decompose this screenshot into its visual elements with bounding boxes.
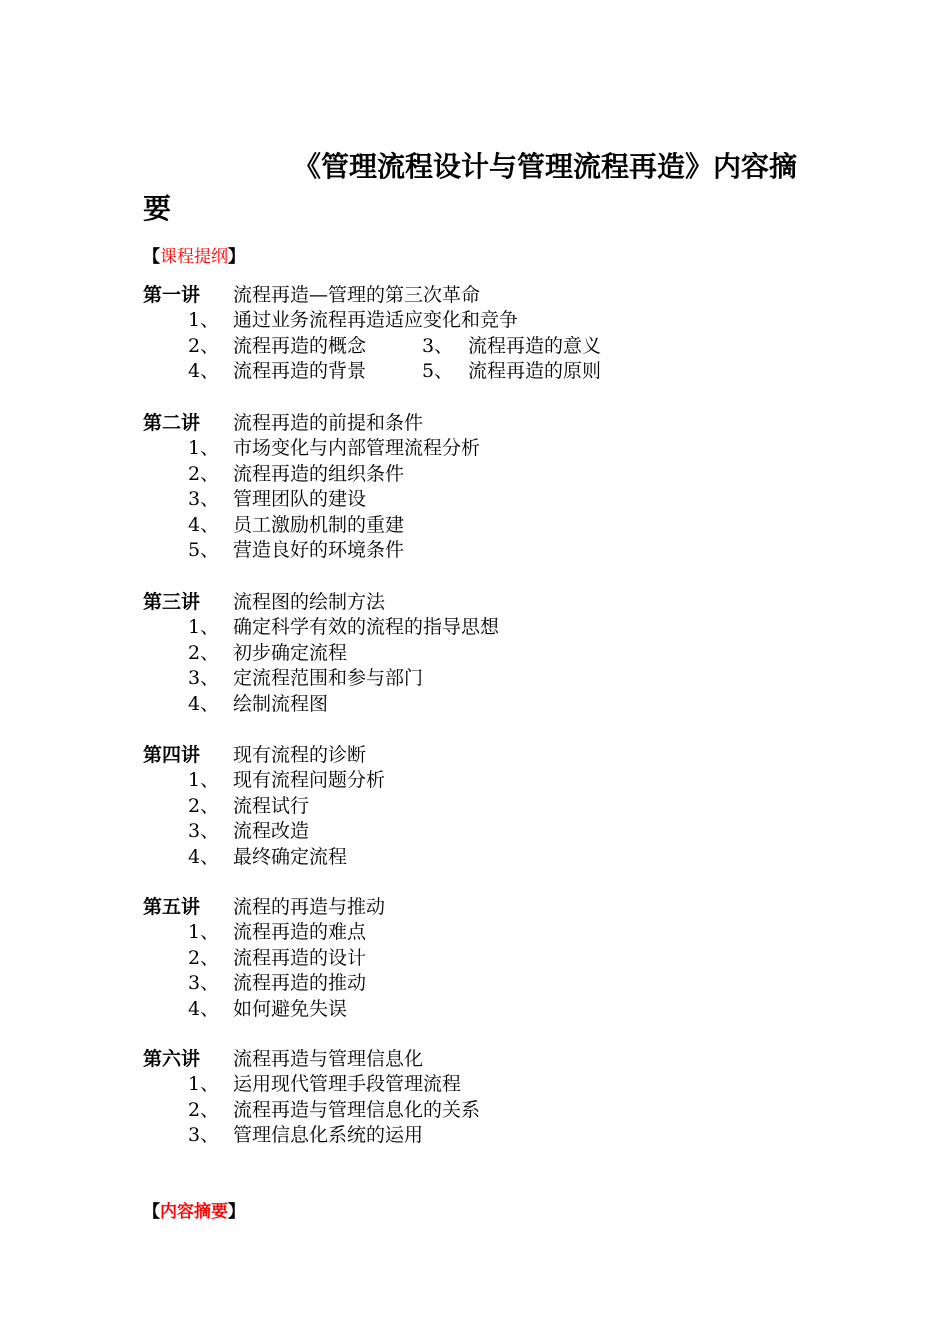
item-number: 4、 xyxy=(188,692,220,715)
lecture-item-row xyxy=(143,334,843,359)
lecture-section xyxy=(143,411,843,563)
lecture-section xyxy=(143,1047,843,1149)
content-summary-heading xyxy=(143,1200,245,1224)
lecture-item-row xyxy=(143,641,843,666)
lecture-heading xyxy=(143,283,843,308)
item-number: 3、 xyxy=(422,334,454,357)
item-text: 流程再造的背景 xyxy=(233,360,367,383)
lecture-item-row xyxy=(143,359,843,384)
item-number: 4、 xyxy=(188,513,220,536)
item-number: 3、 xyxy=(188,667,220,690)
lecture-item-row xyxy=(143,971,843,996)
lecture-item-row xyxy=(143,920,843,945)
item-text: 最终确定流程 xyxy=(233,845,348,868)
item-text: 流程再造的组织条件 xyxy=(233,462,405,485)
lecture-heading xyxy=(143,1047,843,1072)
item-number: 2、 xyxy=(188,641,220,664)
item-text: 如何避免失误 xyxy=(233,997,348,1020)
item-number: 1、 xyxy=(188,769,220,792)
bracket-open: 【 xyxy=(143,247,160,267)
document-title: 《管理流程设计与管理流程再造》内容摘要 xyxy=(143,150,798,225)
item-text: 定流程范围和参与部门 xyxy=(233,667,424,690)
lecture-item-row xyxy=(143,538,843,563)
lecture-title: 流程再造的前提和条件 xyxy=(233,412,424,434)
lecture-heading xyxy=(143,590,843,615)
item-text: 现有流程问题分析 xyxy=(233,769,386,792)
item-text: 流程再造的难点 xyxy=(233,921,367,944)
lecture-number: 第五讲 xyxy=(143,896,201,918)
lecture-item-row xyxy=(143,997,843,1022)
lecture-number: 第四讲 xyxy=(143,744,201,766)
lecture-item-row xyxy=(143,819,843,844)
lecture-section xyxy=(143,590,843,717)
lecture-item-row xyxy=(143,946,843,971)
item-number: 3、 xyxy=(188,820,220,843)
course-outline-label: 课程提纲 xyxy=(160,247,228,267)
lecture-item-row xyxy=(143,513,843,538)
item-text: 流程再造的推动 xyxy=(233,972,367,995)
lecture-item-row xyxy=(143,794,843,819)
item-number: 3、 xyxy=(188,488,220,511)
item-text: 初步确定流程 xyxy=(233,641,348,664)
lecture-number: 第一讲 xyxy=(143,284,201,306)
item-number: 2、 xyxy=(188,794,220,817)
item-number: 3、 xyxy=(188,972,220,995)
item-text: 市场变化与内部管理流程分析 xyxy=(233,437,481,460)
lecture-title: 流程再造—管理的第三次革命 xyxy=(233,284,481,306)
item-number: 2、 xyxy=(188,334,220,357)
lecture-item-row xyxy=(143,666,843,691)
lecture-item-row xyxy=(143,308,843,333)
lecture-section xyxy=(143,895,843,1022)
bracket-open: 【 xyxy=(143,1202,160,1222)
item-number: 2、 xyxy=(188,462,220,485)
lecture-item-row xyxy=(143,692,843,717)
item-number: 4、 xyxy=(188,997,220,1020)
item-number: 5、 xyxy=(422,360,454,383)
item-text: 通过业务流程再造适应变化和竞争 xyxy=(233,309,519,332)
item-text: 员工激励机制的重建 xyxy=(233,513,405,536)
lecture-heading xyxy=(143,895,843,920)
item-number: 1、 xyxy=(188,616,220,639)
item-number: 3、 xyxy=(188,1124,220,1147)
item-text: 流程再造的设计 xyxy=(233,946,367,969)
item-text: 管理团队的建设 xyxy=(233,488,367,511)
item-number: 2、 xyxy=(188,1098,220,1121)
lecture-section xyxy=(143,283,843,385)
item-text: 流程改造 xyxy=(233,820,310,843)
lecture-number: 第六讲 xyxy=(143,1048,201,1070)
item-text: 流程再造与管理信息化的关系 xyxy=(233,1098,481,1121)
item-number: 1、 xyxy=(188,921,220,944)
lecture-number: 第二讲 xyxy=(143,412,201,434)
item-text: 营造良好的环境条件 xyxy=(233,538,405,561)
item-number: 4、 xyxy=(188,360,220,383)
lecture-title: 流程的再造与推动 xyxy=(233,896,386,918)
lecture-title: 流程再造与管理信息化 xyxy=(233,1048,424,1070)
lecture-item-row xyxy=(143,487,843,512)
lecture-title: 流程图的绘制方法 xyxy=(233,591,386,613)
item-number: 1、 xyxy=(188,309,220,332)
lecture-item-row xyxy=(143,1123,843,1148)
bracket-close: 】 xyxy=(228,1202,245,1222)
course-outline-heading xyxy=(143,245,245,269)
item-text: 流程试行 xyxy=(233,794,310,817)
lecture-title: 现有流程的诊断 xyxy=(233,744,367,766)
item-number: 1、 xyxy=(188,437,220,460)
lecture-item-row xyxy=(143,436,843,461)
lecture-item-row xyxy=(143,845,843,870)
item-text: 管理信息化系统的运用 xyxy=(233,1124,424,1147)
lecture-item-row xyxy=(143,1098,843,1123)
item-number: 5、 xyxy=(188,538,220,561)
lecture-item-row xyxy=(143,1072,843,1097)
bracket-close: 】 xyxy=(228,247,245,267)
lecture-heading xyxy=(143,743,843,768)
item-text: 流程再造的概念 xyxy=(233,334,367,357)
lecture-item-row xyxy=(143,768,843,793)
item-text: 确定科学有效的流程的指导思想 xyxy=(233,616,500,639)
item-text: 流程再造的原则 xyxy=(468,360,602,383)
lecture-item-row xyxy=(143,615,843,640)
item-text: 流程再造的意义 xyxy=(468,334,602,357)
lecture-heading xyxy=(143,411,843,436)
item-number: 4、 xyxy=(188,845,220,868)
item-number: 1、 xyxy=(188,1073,220,1096)
lecture-item-row xyxy=(143,462,843,487)
lecture-section xyxy=(143,743,843,870)
item-text: 运用现代管理手段管理流程 xyxy=(233,1073,462,1096)
lecture-number: 第三讲 xyxy=(143,591,201,613)
content-summary-label: 内容摘要 xyxy=(160,1202,228,1222)
item-number: 2、 xyxy=(188,946,220,969)
item-text: 绘制流程图 xyxy=(233,692,329,715)
